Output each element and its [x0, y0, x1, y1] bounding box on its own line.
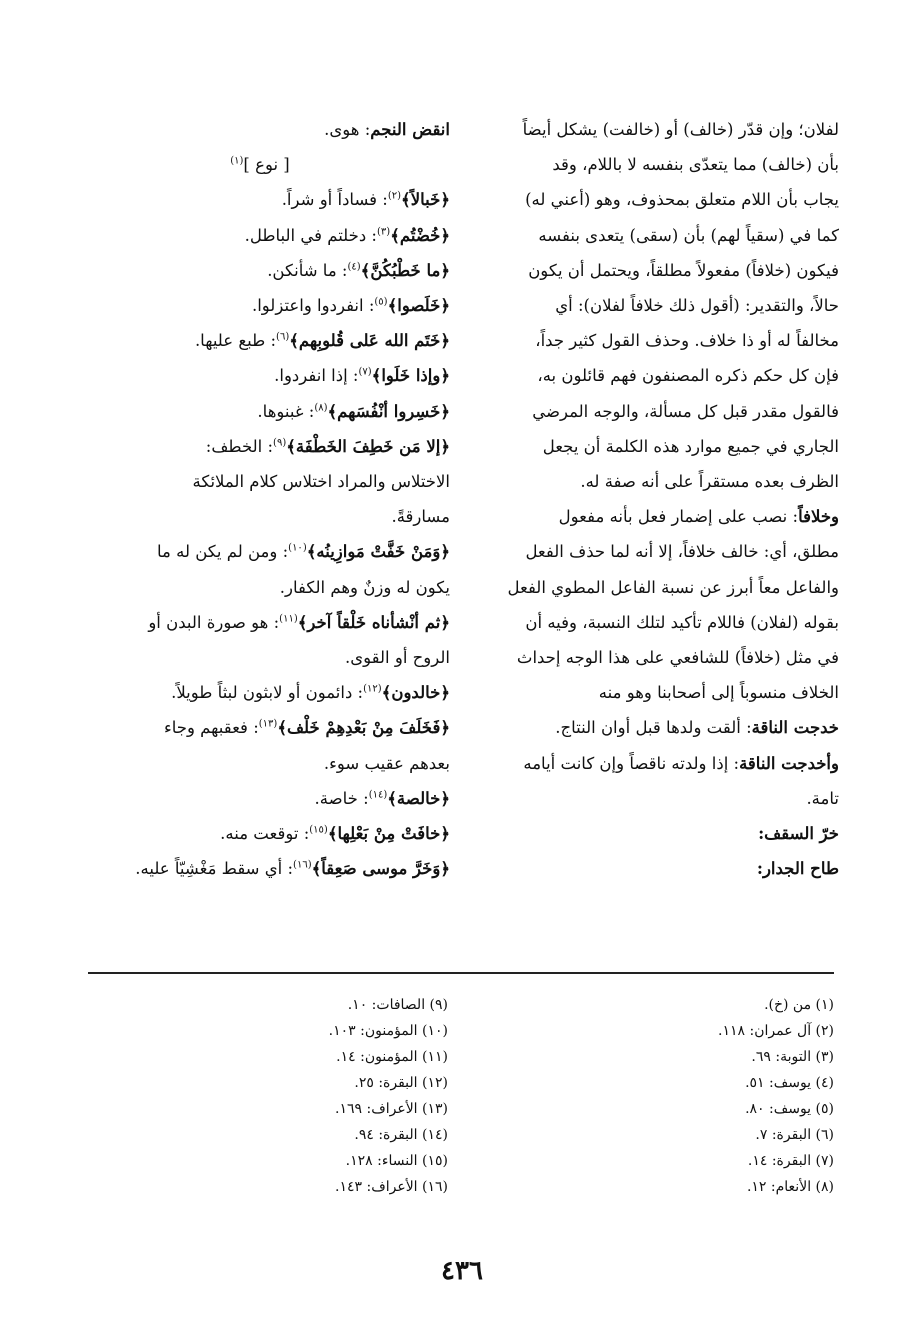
footnote: (١١) المؤمنون: ١٤.: [336, 1049, 448, 1065]
verse-entry: [70, 288, 450, 323]
footnote-ref: (١٦): [293, 859, 312, 871]
entry-akhdajat: [457, 746, 839, 781]
page-number: ٤٣٦: [441, 1256, 483, 1286]
footnotes-right: [534, 992, 834, 1200]
footnote-ref: (٣): [377, 226, 391, 238]
paragraph-line: مخالفاً له أو ذا خلاف. وحذف القول كثير جداً،: [535, 331, 839, 351]
footnote-ref: (١): [230, 155, 244, 167]
paragraph-khilafan: [457, 499, 839, 710]
footnote: (٣) التوبة: ٦٩.: [751, 1049, 834, 1065]
verse-entry: [70, 605, 450, 640]
verse-gloss: : هو صورة البدن أو: [148, 612, 280, 632]
quranic-verse: ﴿خَتَم الله عَلى قُلوبِهم﴾: [289, 331, 450, 351]
verse-gloss-continued: يكون له وزنٌ وهم الكفار.: [279, 577, 450, 597]
entry-akhdajat-cont: تامة.: [806, 788, 839, 808]
section-title: [70, 147, 450, 182]
quranic-verse: ﴿وَخَرَّ موسى صَعِقاً﴾: [311, 859, 450, 879]
quranic-verse: ﴿ثم أنْشأناه خَلْقاً آخر﴾: [297, 612, 450, 632]
verse-entry: [70, 534, 450, 569]
paragraph-line: فالقول مقدر قبل كل مسألة، والوجه المرضي: [532, 401, 839, 421]
paragraph-line: فيكون (خلافاً) مفعولاً مطلقاً، ويحتمل أن يكون: [528, 260, 839, 280]
entry-inqadda: [70, 112, 450, 147]
quranic-verse: ﴿إلا مَن خَطِفَ الخَطْفَة﴾: [286, 436, 450, 456]
footnote-ref: (٤): [347, 261, 361, 273]
verse-gloss: : إذا انفردوا.: [274, 366, 359, 386]
entry-head: انقض النجم: [370, 120, 450, 139]
entry-taha: طاح الجدار:: [756, 859, 839, 879]
footnote: (٨) الأنعام: ١٢.: [746, 1179, 834, 1195]
paragraph-line: لفلان؛ وإن قدّر (خالف) أو (خالفت) يشكل أيضاً: [522, 120, 839, 139]
footnote: (٧) البقرة: ١٤.: [747, 1153, 834, 1169]
paragraph-line: بقوله (لفلان) فاللام تأكيد لتلك النسبة، وفيه أن: [525, 612, 839, 632]
verse-gloss-continued: مسارقةً.: [391, 507, 450, 527]
paragraph-line: كما في (سقياً لهم) بأن (سقى) يتعدى بنفسه: [538, 225, 839, 245]
footnote-ref: (١٣): [258, 718, 278, 730]
footnote-ref: (٦): [276, 331, 290, 343]
footnote-ref: (١٤): [368, 789, 388, 801]
verse-gloss-continued: الروح أو القوى.: [344, 648, 450, 668]
footnote: (١٢) البقرة: ٢٥.: [354, 1075, 448, 1091]
paragraph-line: يجاب بأن اللام متعلق بمحذوف، وهو (أعني له): [525, 190, 839, 210]
section-title-text: [ نوع ]: [243, 155, 290, 175]
paragraph-line: والفاعل معاً أبرز عن نسبة الفاعل المطوي الفعل: [507, 577, 839, 597]
paragraph-line: في مثل (خلافاً) للشافعي على هذا الوجه إحداث: [516, 648, 839, 668]
verse-gloss: : خاصة.: [314, 788, 369, 808]
paragraph-khilafan-intro: [457, 112, 839, 499]
verse-entry: [70, 394, 450, 429]
verse-list: [70, 182, 450, 886]
footnote-ref: (١٢): [363, 683, 382, 695]
quranic-verse: ﴿ما خَطْبُكُنَّ﴾: [360, 260, 450, 280]
quranic-verse: ﴿خالدون﴾: [381, 683, 450, 703]
left-column: [70, 112, 450, 886]
verse-gloss: : دخلتم في الباطل.: [244, 225, 377, 245]
footnote-ref: (٨): [314, 402, 328, 414]
verse-entry: [70, 358, 450, 393]
entry-text: : نصب على إضمار فعل بأنه مفعول: [558, 507, 799, 527]
footnote: (٢) آل عمران: ١١٨.: [718, 1023, 834, 1039]
right-column: [457, 112, 839, 886]
verse-gloss-continued: الاختلاس والمراد اختلاس كلام الملائكة: [192, 472, 450, 492]
verse-entry: [70, 816, 450, 851]
footnote-ref: (١٠): [288, 542, 307, 554]
entry-head: وأخدجت الناقة: [739, 753, 839, 773]
quranic-verse: ﴿خَسِروا أنْفُسَهم﴾: [327, 401, 450, 421]
footnote-ref: (٢): [387, 190, 402, 202]
footnote: (١٦) الأعراف: ١٤٣.: [335, 1179, 448, 1195]
footnote: (١٠) المؤمنون: ١٠٣.: [328, 1023, 448, 1039]
verse-gloss: : ومن لم يكن له ما: [156, 542, 289, 562]
verse-entry: [70, 781, 450, 816]
footnote: (٩) الصافات: ١٠.: [347, 997, 448, 1013]
verse-entry: [70, 851, 450, 886]
paragraph-line: [457, 499, 839, 534]
verse-entry: [70, 675, 450, 710]
footnote-ref: (٩): [273, 437, 287, 449]
verse-entry: [70, 182, 450, 217]
entry-text: : ألقت ولدها قبل أوان النتاج.: [555, 718, 752, 738]
verse-gloss: : غبنوها.: [257, 401, 315, 421]
verse-gloss: : توقعت منه.: [220, 824, 310, 844]
footnote-ref: (٧): [358, 366, 372, 378]
verse-gloss: : الخطف:: [205, 436, 274, 456]
quranic-verse: ﴿خَبالاً﴾: [401, 190, 450, 210]
footnote-divider: [88, 972, 834, 974]
quranic-verse: ﴿خَلَصوا﴾: [387, 296, 450, 316]
quranic-verse: ﴿وإذا خَلَوا﴾: [371, 366, 450, 386]
entry-text: : إذا ولدته ناقصاً وإن كانت أيامه: [523, 753, 740, 773]
quranic-verse: ﴿فَخَلَفَ مِنْ بَعْدِهِمْ خَلْف﴾: [277, 718, 450, 738]
paragraph-line: مطلق، أي: خالف خلافاً، إلا أنه لما حذف الفعل: [525, 542, 839, 562]
verse-entry: [70, 253, 450, 288]
verse-entry: [70, 429, 450, 464]
footnote: (٥) يوسف: ٨٠.: [745, 1101, 834, 1117]
paragraph-line: حالاً، والتقدير: (أقول ذلك خلافاً لفلان): أي: [555, 296, 839, 316]
verse-gloss: : فساداً أو شراً.: [281, 190, 388, 210]
footnote-ref: (٥): [374, 296, 388, 308]
paragraph-line: فإن كل حكم ذكره المصنفون فهم قائلون به،: [537, 366, 839, 386]
quranic-verse: ﴿خافَتْ مِنْ بَعْلِها﴾: [327, 824, 450, 844]
verse-gloss: : طبع عليها.: [194, 331, 277, 351]
quranic-verse: ﴿وَمَنْ خَفَّتْ مَوازِينُه﴾: [306, 542, 450, 562]
verse-entry: [70, 218, 450, 253]
footnote-ref: (١١): [279, 613, 298, 625]
paragraph-line: الظرف بعده مستقراً على أنه صفة له.: [580, 472, 839, 492]
entry-head: خدجت الناقة: [751, 718, 839, 738]
verse-gloss: : ما شأنكن.: [267, 260, 348, 280]
footnote: (٤) يوسف: ٥١.: [745, 1075, 834, 1091]
verse-gloss: : دائمون أو لابثون لبثاً طويلاً.: [171, 683, 364, 703]
footnotes-left: [148, 992, 448, 1200]
footnote-ref: (١٥): [309, 824, 328, 836]
entry-text: : هوى.: [324, 120, 371, 139]
entry-head: وخلافاً: [798, 507, 839, 527]
verse-gloss-continued: بعدهم عقيب سوء.: [323, 753, 450, 773]
footnote: (١٣) الأعراف: ١٦٩.: [335, 1101, 448, 1117]
paragraph-line: الخلاف منسوباً إلى أصحابنا وهو منه: [598, 683, 839, 703]
quranic-verse: ﴿خالصة﴾: [387, 788, 450, 808]
verse-gloss: : فعقبهم وجاء: [163, 718, 259, 738]
footnote: (١) من (خ).: [764, 997, 834, 1013]
entry-khadajat: [457, 710, 839, 745]
verse-entry: [70, 710, 450, 745]
paragraph-line: بأن (خالف) مما يتعدّى بنفسه لا باللام، وقد: [552, 155, 839, 175]
verse-gloss: : أي سقط مَغْشِيّاً عليه.: [135, 859, 294, 879]
verse-gloss: : انفردوا واعتزلوا.: [251, 296, 375, 316]
footnote: (٦) البقرة: ٧.: [755, 1127, 834, 1143]
paragraph-line: الجاري في جميع موارد هذه الكلمة أن يجعل: [542, 436, 839, 456]
verse-entry: [70, 323, 450, 358]
quranic-verse: ﴿خُضْتُم﴾: [390, 225, 450, 245]
footnote: (١٥) النساء: ١٢٨.: [345, 1153, 448, 1169]
footnote: (١٤) البقرة: ٩٤.: [354, 1127, 448, 1143]
entry-kharra: خرّ السقف:: [758, 824, 839, 844]
